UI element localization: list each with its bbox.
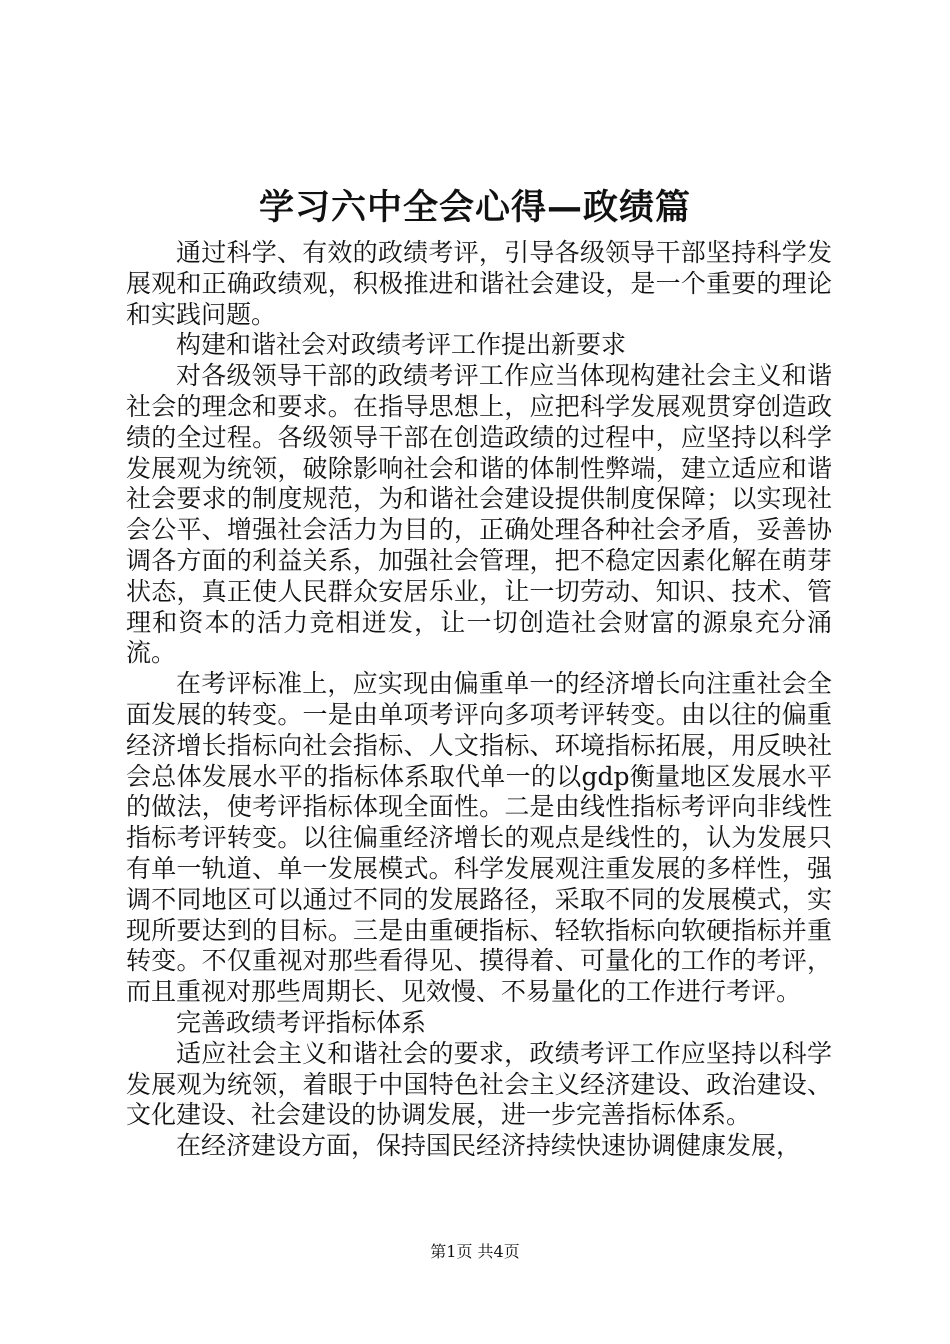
paragraph-intro: 通过科学、有效的政绩考评，引导各级领导干部坚持科学发展观和正确政绩观，积极推进和谐社会建设，是一个重要的理论和实践问题。 (126, 238, 832, 329)
section-heading-index-system: 完善政绩考评指标体系 (176, 1007, 427, 1037)
document-body (126, 238, 832, 1162)
page-number-footer: 第1页 共4页 (430, 1242, 520, 1261)
paragraph-index-system: 适应社会主义和谐社会的要求，政绩考评工作应坚持以科学发展观为统领，着眼于中国特色社会主义经济建设、政治建设、文化建设、社会建设的协调发展，进一步完善指标体系。 (126, 1038, 832, 1130)
paragraph-evaluation-standard: 在考评标准上，应实现由偏重单一的经济增长向注重社会全面发展的转变。一是由单项考评向多项考评转变。由以往的偏重经济增长指标向社会指标、人文指标、环境指标拓展，用反映社会总体发展水平的指标体系取代单一的以gdp衡量地区发展水平的做法，使考评指标体现全面性。二是由线性指标考评向非线性指标考评转变。以往偏重经济增长的观点是线性的，认为发展只有单一轨道、单一发展模式。科学发展观注重发展的多样性，强调不同地区可以通过不同的发展路径，采取不同的发展模式，实现所要达到的目标。三是由重硬指标、轻软指标向软硬指标并重转变。不仅重视对那些看得见、摸得着、可量化的工作的考评，而且重视对那些周期长、见效慢、不易量化的工作进行考评。 (126, 669, 832, 1007)
paragraph-guiding-thought: 对各级领导干部的政绩考评工作应当体现构建社会主义和谐社会的理念和要求。在指导思想上，应把科学发展观贯穿创造政绩的全过程。各级领导干部在创造政绩的过程中，应坚持以科学发展观为统领，破除影响社会和谐的体制性弊端，建立适应和谐社会要求的制度规范，为和谐社会建设提供制度保障；以实现社会公平、增强社会活力为目的，正确处理各种社会矛盾，妥善协调各方面的利益关系，加强社会管理，把不稳定因素化解在萌芽状态，真正使人民群众安居乐业，让一切劳动、知识、技术、管理和资本的活力竞相迸发，让一切创造社会财富的源泉充分涌流。 (126, 361, 832, 668)
paragraph-economic-construction: 在经济建设方面，保持国民经济持续快速协调健康发展， (176, 1131, 802, 1161)
document-title: 学习六中全会心得—政绩篇 (258, 188, 691, 228)
section-heading-new-requirements: 构建和谐社会对政绩考评工作提出新要求 (176, 330, 627, 360)
